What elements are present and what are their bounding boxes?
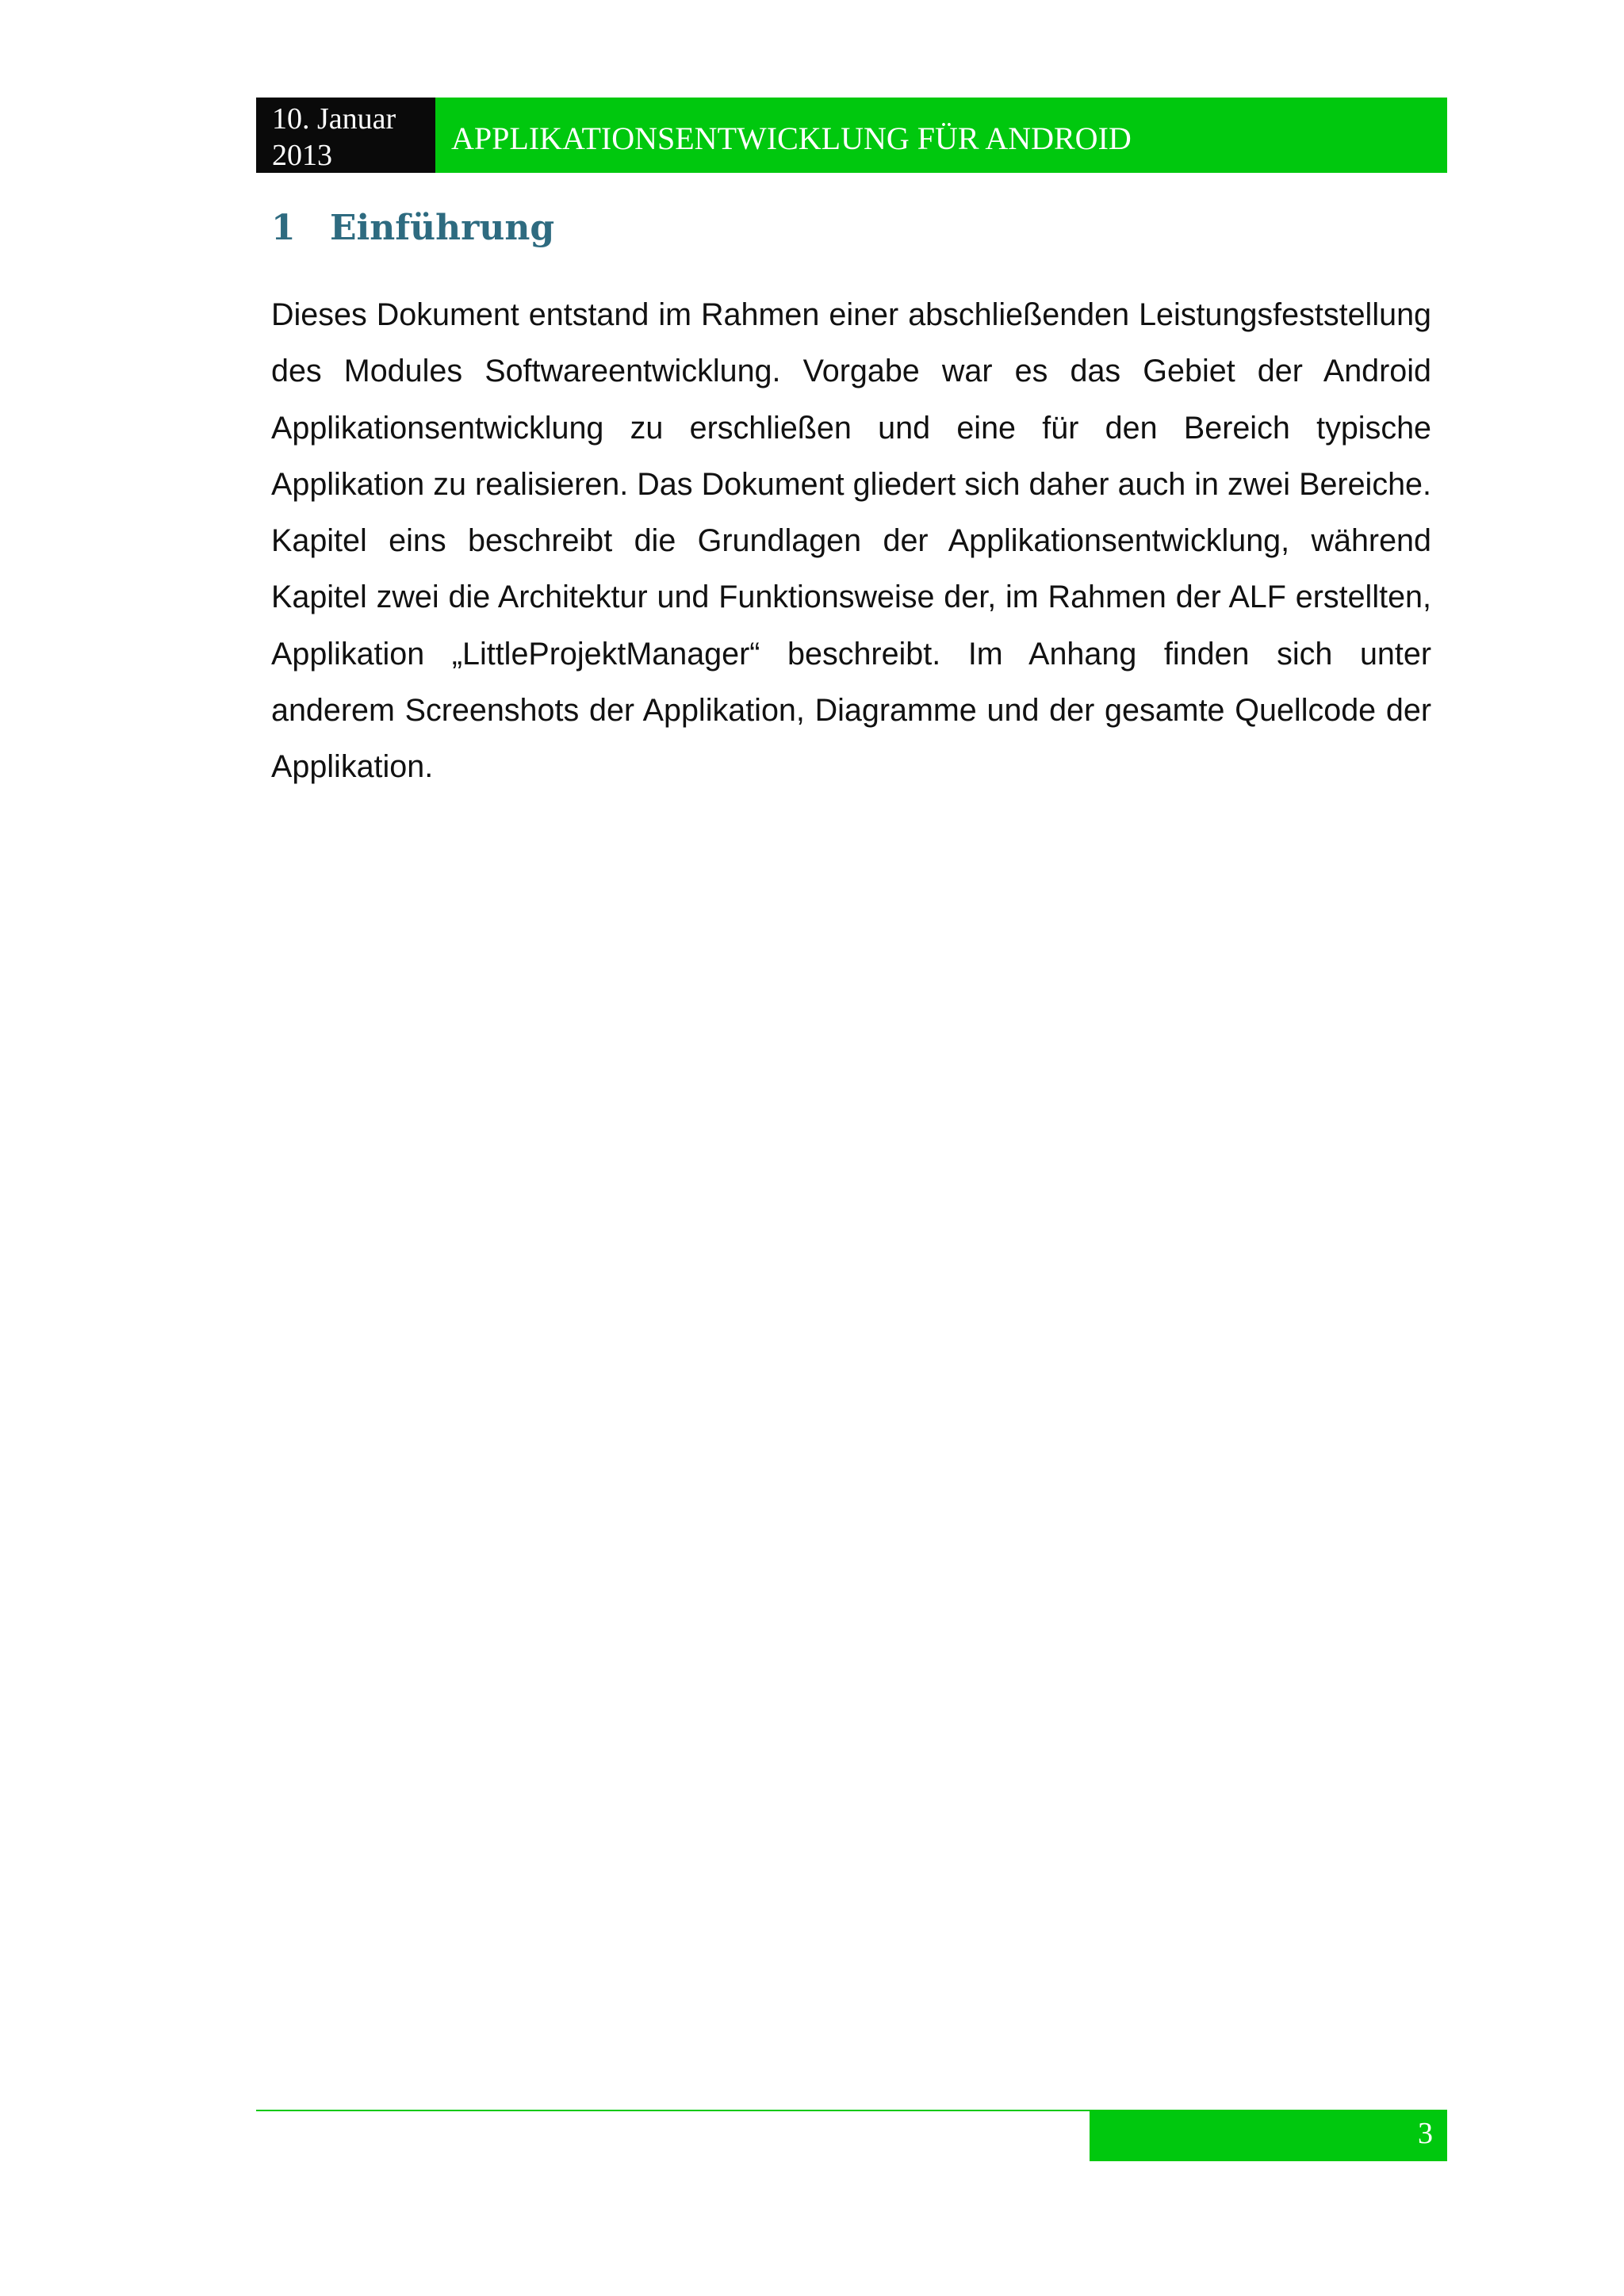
page-number: 3 xyxy=(1418,2117,1433,2150)
section-number: 1 xyxy=(271,208,296,248)
header-title: APPLIKATIONSENTWICKLUNG FÜR ANDROID xyxy=(435,98,1447,173)
footer-page-box xyxy=(1090,2110,1447,2161)
section-heading xyxy=(271,208,554,248)
section-title: Einführung xyxy=(330,208,555,248)
header-date-line2: 2013 xyxy=(272,139,332,172)
header-date xyxy=(256,98,435,173)
body-paragraph: Dieses Dokument entstand im Rahmen einer abschließenden Leistungsfeststellung des Modules Softwareentwicklung. Vorgabe war es das Gebiet der Android Applikationsentwicklung zu erschließen und eine für den Bereich typische Applikation zu realisieren. Das Dokument gliedert sich daher auch in zwei Bereiche. Kapitel eins beschreibt die Grundlagen der Applikationsentwicklung, während Kapitel zwei die Architektur und Funktionsweise der, im Rahmen der ALF erstellten, Applikation „LittleProjektManager“ beschreibt. Im Anhang finden sich unter anderem Screenshots der Applikation, Diagramme und der gesamte Quellcode der Applikation. xyxy=(271,297,1431,785)
page-header xyxy=(256,98,1447,173)
header-date-line1: 10. Januar xyxy=(272,102,396,136)
